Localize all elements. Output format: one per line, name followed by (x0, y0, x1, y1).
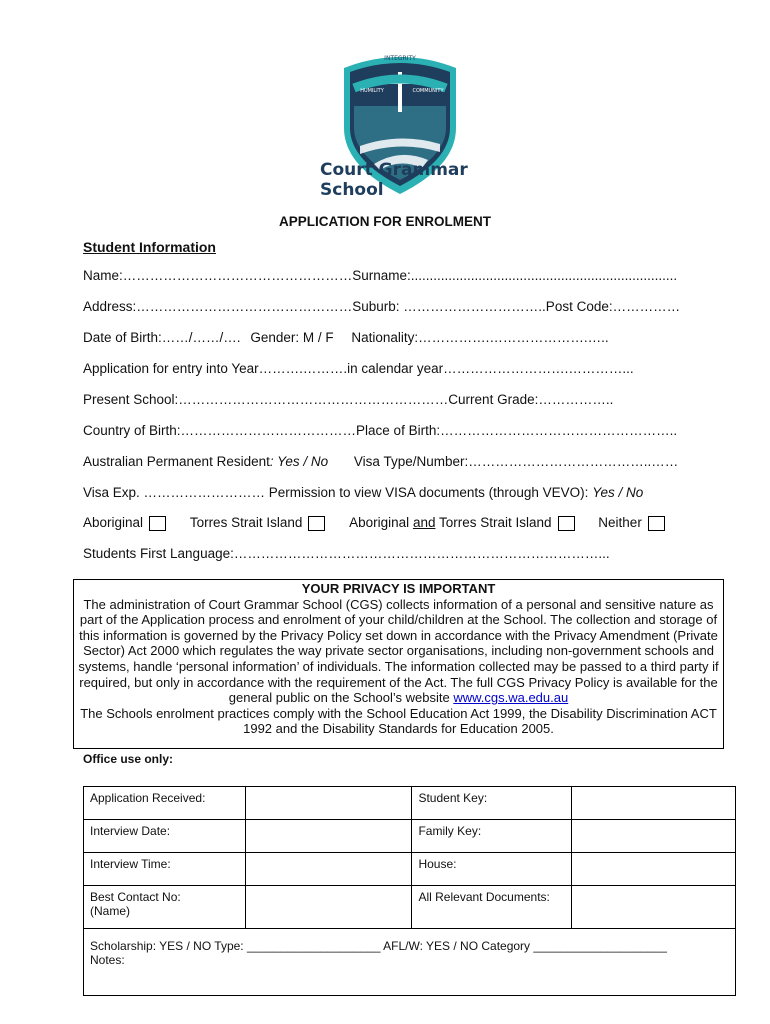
privacy-body-text: The administration of Court Grammar School (CGS) collects information of a personal and sensitive nature as part of the Application process and enrolment of your child/children at the School. The collection and storage of this information is governed by the Privacy Policy set down in accordance with the Privacy Amendment (Private Sector) Act 2000 which regulates the way private sector organisations, including non-government schools and systems, handle ‘personal information’ of individuals. The information collected may be passed to a third party if required, but only in accordance with the requirement of the Act. The full CGS Privacy Policy is available for the general public on the School’s website (78, 596, 719, 706)
first-language-row[interactable]: Students First Language:………………………………………………………………………... (83, 546, 610, 561)
crest-word-humility: HUMILITY (360, 88, 384, 94)
gender-label[interactable]: Gender: M / F (250, 330, 334, 345)
table-row (84, 886, 736, 929)
dob-label[interactable]: Date of Birth:……/……/…. (83, 330, 241, 345)
documents-label: All Relevant Documents: (412, 886, 572, 929)
table-row (84, 853, 736, 886)
vevo-value[interactable]: Yes / No (592, 485, 644, 500)
neither-checkbox[interactable] (648, 516, 665, 531)
visa-type-label[interactable]: Visa Type/Number:…………………………………..…… (353, 454, 679, 469)
school-name (320, 160, 470, 200)
both-label-and: and (412, 515, 436, 530)
office-use-label: Office use only: (83, 752, 174, 766)
application-received-field[interactable] (245, 787, 412, 820)
table-row (84, 787, 736, 820)
nationality-label[interactable]: Nationality:…………….………………….….. (351, 330, 609, 345)
family-key-label: Family Key: (412, 820, 572, 853)
residency-row[interactable] (83, 454, 678, 469)
table-row (84, 929, 736, 996)
best-contact-line1: Best Contact No: (90, 890, 181, 904)
school-name-line1: Court Grammar (320, 160, 468, 180)
indigenous-row (83, 515, 665, 531)
table-row (84, 820, 736, 853)
address-row[interactable]: Address:…………………………………………Suburb: …………………………..Post Code:…………… (83, 299, 681, 314)
torres-checkbox[interactable] (308, 516, 325, 531)
present-school-row[interactable]: Present School:……………………………………………………Current Grade:…………….. (83, 392, 614, 407)
interview-date-label: Interview Date: (84, 820, 246, 853)
family-key-field[interactable] (572, 820, 736, 853)
interview-time-field[interactable] (245, 853, 412, 886)
interview-date-field[interactable] (245, 820, 412, 853)
best-contact-field[interactable] (245, 886, 412, 929)
crest-word-community: COMMUNITY (412, 88, 444, 94)
notes-label: Notes: (90, 953, 125, 967)
best-contact-line2: (Name) (90, 904, 131, 918)
aboriginal-checkbox[interactable] (149, 516, 166, 531)
office-use-table (83, 786, 736, 996)
privacy-notice (73, 579, 724, 749)
crest-word-integrity: INTEGRITY (384, 55, 416, 62)
torres-label: Torres Strait Island (189, 515, 303, 530)
both-checkbox[interactable] (558, 516, 575, 531)
scholarship-cell[interactable] (84, 929, 736, 996)
interview-time-label: Interview Time: (84, 853, 246, 886)
privacy-heading: YOUR PRIVACY IS IMPORTANT (301, 581, 496, 596)
student-key-label: Student Key: (412, 787, 572, 820)
aboriginal-label: Aboriginal (83, 515, 144, 530)
student-key-field[interactable] (572, 787, 736, 820)
apr-value[interactable]: : Yes / No (269, 454, 329, 469)
house-field[interactable] (572, 853, 736, 886)
country-row[interactable]: Country of Birth:…………………………………Place of Birth:…………………………………………….. (83, 423, 678, 438)
privacy-body-2: The Schools enrolment practices comply with the School Education Act 1999, the Disability Discrimination ACT 1992 and the Disability Standards for Education 2005. (80, 705, 717, 737)
school-website-link[interactable]: www.cgs.wa.edu.au (453, 690, 569, 706)
application-received-label: Application Received: (84, 787, 246, 820)
scholarship-line: Scholarship: YES / NO Type: ____________________ AFL/W: YES / NO Category ____________________ (90, 939, 667, 953)
school-name-line2: School (320, 180, 384, 200)
dob-row[interactable] (83, 330, 609, 345)
visa-exp-label[interactable]: Visa Exp. ……………………… Permission to view VISA documents (through VEVO): (83, 485, 589, 500)
both-label-prefix: Aboriginal (349, 515, 410, 530)
section-heading: Student Information (83, 239, 216, 255)
both-label-suffix: Torres Strait Island (438, 515, 552, 530)
form-title: APPLICATION FOR ENROLMENT (279, 214, 491, 229)
best-contact-label (84, 886, 246, 929)
documents-field[interactable] (572, 886, 736, 929)
application-row[interactable]: Application for entry into Year……….……….in calendar year……………………….…………... (83, 361, 634, 376)
apr-label: Australian Permanent Resident (83, 454, 270, 469)
visa-exp-row[interactable] (83, 485, 643, 500)
name-row[interactable]: Name:……………………………………………Surname:....................................................................... (83, 268, 678, 283)
privacy-body (78, 597, 719, 706)
house-label: House: (412, 853, 572, 886)
neither-label: Neither (598, 515, 642, 530)
